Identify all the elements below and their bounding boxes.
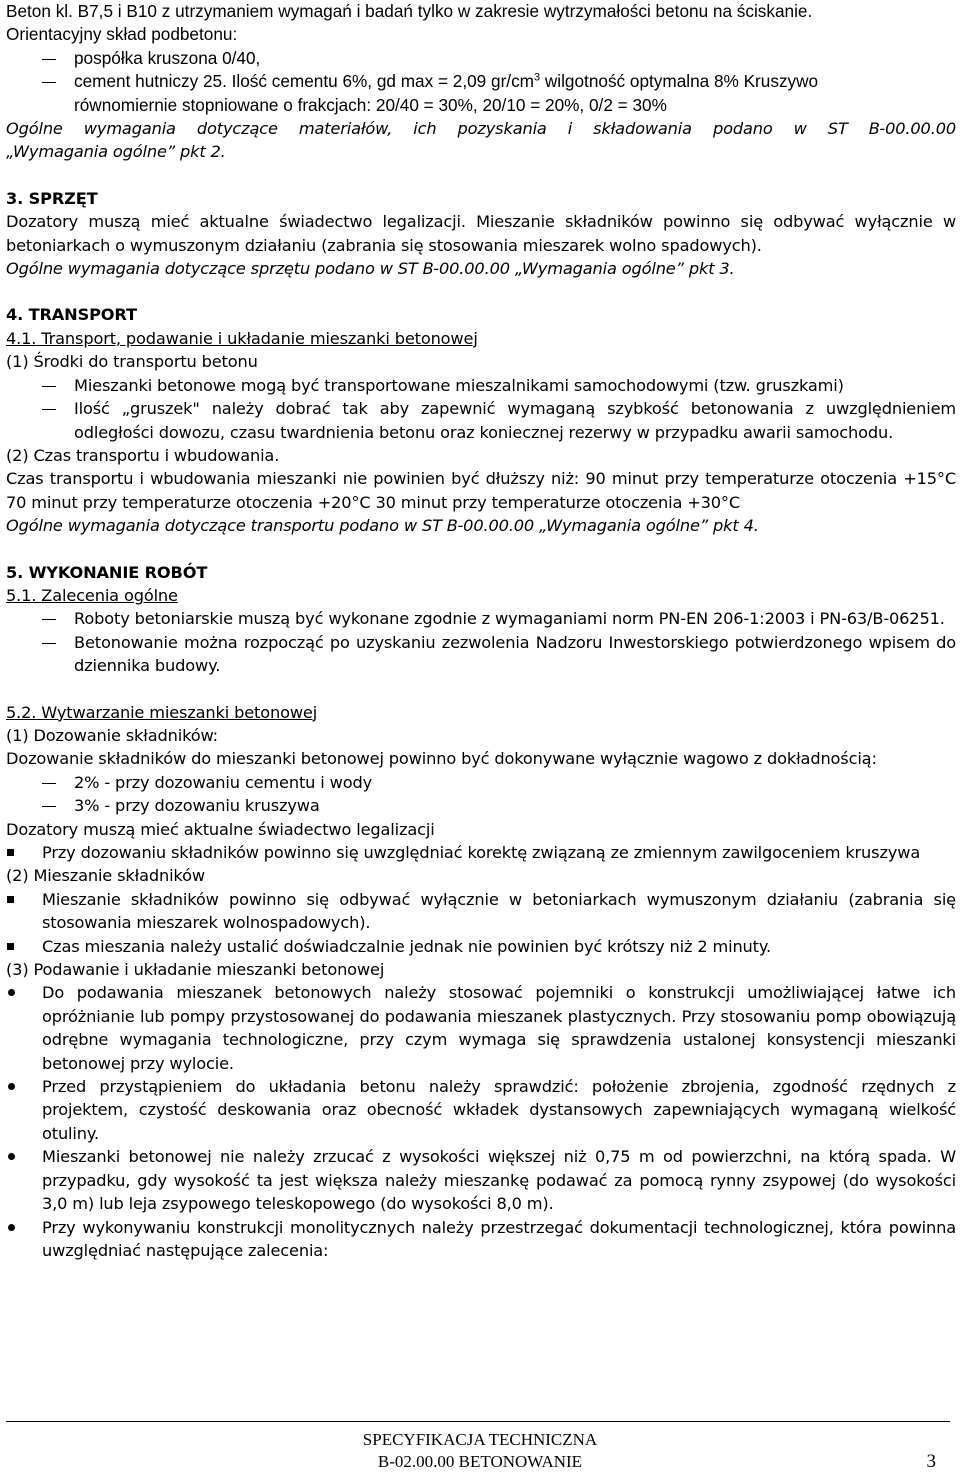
paragraph: (2) Czas transportu i wbudowania.	[6, 445, 280, 465]
subsection-heading	[6, 584, 956, 607]
page-footer	[0, 1418, 960, 1474]
list-item	[6, 935, 956, 958]
dash-bullet-icon	[6, 374, 74, 397]
italic-paragraph: Ogólne wymagania dotyczące materiałów, ich pozyskania i składowania podano w ST B-00.00.00	[6, 119, 956, 139]
list-item-text: Przed przystąpieniem do układania betonu należy sprawdzić: położenie zbrojenia, zgodność rzędnych z projektem, czystość deskowania oraz obecność wkładek dystansowych zapewniających wymaganą wielkość otuliny.	[42, 1077, 956, 1143]
footer-title: SPECYFIKACJA TECHNICZNA	[362, 1430, 598, 1449]
list-item-text: Przy wykonywaniu konstrukcji monolitycznych należy przestrzegać dokumentacji technologicznej, która powinna uwzględniać następujące zalecenia:	[42, 1217, 956, 1260]
paragraph: Dozatory muszą mieć aktualne świadectwo legalizacji. Mieszanie składników powinno się odbywać wyłącznie w betoniarkach o wymuszonym działaniu (zabrania się stosowania mieszarek wolno spadowych).	[6, 212, 956, 255]
list-item	[6, 888, 956, 935]
square-bullet-icon	[6, 935, 42, 958]
list-item	[6, 374, 956, 397]
footer-subtitle: B-02.00.00 BETONOWANIE	[377, 1452, 583, 1471]
list-item	[6, 1145, 956, 1215]
subsection-title: Zalecenia ogólne	[36, 585, 178, 605]
subsection-number: 5.1.	[6, 585, 37, 605]
page-number: 3	[926, 1451, 936, 1472]
list-item-text: 2% - przy dozowaniu cementu i wody	[74, 772, 373, 792]
list-item	[6, 1216, 956, 1263]
paragraph: Czas transportu i wbudowania mieszanki nie powinien być dłuższy niż: 90 minut przy temperaturze otoczenia +15°C 70 minut przy temperaturze otoczenia +20°C 30 minut przy temperaturze otoczenia +30°C	[6, 469, 956, 512]
italic-paragraph: „Wymagania ogólne” pkt 2.	[6, 142, 226, 162]
square-bullet-icon	[6, 841, 42, 864]
list-item-text: Mieszanie składników powinno się odbywać wyłącznie w betoniarkach wymuszonym działaniu (zabrania się stosowania mieszarek wolnospadowych).	[42, 889, 956, 933]
list-item	[6, 397, 956, 444]
paragraph: (2) Mieszanie składników	[6, 866, 205, 886]
round-bullet-icon	[6, 1216, 42, 1239]
dash-bullet-icon	[6, 70, 74, 93]
dash-bullet-icon	[6, 771, 74, 794]
subsection-title: Wytwarzanie mieszanki betonowej	[36, 702, 318, 722]
text-run: wilgotność optymalna 8% Kruszywo	[540, 71, 819, 92]
subsection-number: 4.1.	[6, 328, 37, 348]
text-run: cement hutniczy 25. Ilość cementu 6%, gd max = 2,09 gr/cm	[74, 71, 534, 92]
square-bullet-icon	[6, 888, 42, 911]
list-item	[6, 771, 956, 794]
list-item	[6, 794, 956, 817]
list-item-text: 3% - przy dozowaniu kruszywa	[74, 796, 320, 816]
subsection-heading	[6, 327, 956, 350]
list-item	[6, 981, 956, 1075]
text-run: równomiernie stopniowane o frakcjach: 20/40 = 30%, 20/10 = 20%, 0/2 = 30%	[74, 94, 667, 115]
paragraph: (1) Dozowanie składników:	[6, 725, 218, 745]
list-item-text: Mieszanki betonowe mogą być transportowane mieszalnikami samochodowymi (tzw. gruszkami)	[74, 375, 844, 395]
section-heading: 3. SPRZĘT	[6, 188, 98, 208]
list-item-text: Czas mieszania należy ustalić doświadczalnie jednak nie powinien być krótszy niż 2 minuty.	[42, 936, 771, 956]
subsection-number: 5.2.	[6, 702, 37, 722]
paragraph: Beton kl. B7,5 i B10 z utrzymaniem wymagań i badań tylko w zakresie wytrzymałości betonu na ściskanie.	[6, 1, 813, 21]
list-item-text	[74, 71, 818, 114]
list-item	[6, 1075, 956, 1145]
intro-text	[6, 0, 956, 117]
paragraph: Dozowanie składników do mieszanki betonowej powinno być dokonywane wyłącznie wagowo z dokładnością:	[6, 749, 877, 769]
list-item	[6, 841, 956, 864]
list-item-text: Ilość „gruszek" należy dobrać tak aby zapewnić wymaganą szybkość betonowania z uwzględnieniem odległości dowozu, czasu twardnienia betonu oraz koniecznej rezerwy w przypadku awarii samochodu.	[74, 399, 956, 442]
list-item-text: pospółka kruszona 0/40,	[74, 47, 261, 68]
dash-bullet-icon	[6, 794, 74, 817]
paragraph: Dozatory muszą mieć aktualne świadectwo legalizacji	[6, 819, 435, 839]
subsection-heading	[6, 701, 956, 724]
document-page	[6, 0, 956, 1262]
subsection-title: Transport, podawanie i układanie mieszanki betonowej	[36, 328, 478, 348]
round-bullet-icon	[6, 1145, 42, 1168]
section-heading: 5. WYKONANIE ROBÓT	[6, 562, 208, 582]
round-bullet-icon	[6, 981, 42, 1004]
superscript: 3	[533, 71, 541, 84]
paragraph: (3) Podawanie i układanie mieszanki betonowej	[6, 960, 385, 980]
list-item	[6, 607, 956, 630]
dash-bullet-icon	[6, 631, 74, 654]
dash-bullet-icon	[6, 607, 74, 630]
list-item-text: Roboty betoniarskie muszą być wykonane zgodnie z wymaganiami norm PN-EN 206-1:2003 i PN-63/B-06251.	[74, 609, 945, 629]
round-bullet-icon	[6, 1075, 42, 1098]
list-item-text: Do podawania mieszanek betonowych należy stosować pojemniki o konstrukcji umożliwiającej łatwe ich opróżnianie lub pompy przystosowanej do podawania mieszanek plastycznych. Przy stosowaniu pomp obowiązują odrębne wymagania technologiczne, przy czym wymaga się sprawdzenia ustalonej konsystencji mieszanki betonowej przy wylocie.	[42, 983, 956, 1073]
section-heading: 4. TRANSPORT	[6, 305, 137, 325]
footer-divider	[6, 1421, 950, 1422]
list-item-text: Betonowanie można rozpocząć po uzyskaniu zezwolenia Nadzoru Inwestorskiego potwierdzonego wpisem do dziennika budowy.	[74, 632, 956, 676]
paragraph: (1) Środki do transportu betonu	[6, 352, 258, 372]
list-item	[6, 47, 956, 70]
dash-bullet-icon	[6, 47, 74, 70]
list-item	[6, 70, 956, 117]
paragraph: Orientacyjny skład podbetonu:	[6, 24, 238, 45]
list-item	[6, 631, 956, 678]
list-item-text: Przy dozowaniu składników powinno się uwzględniać korektę związaną ze zmiennym zawilgoceniem kruszywa	[42, 843, 921, 862]
italic-paragraph: Ogólne wymagania dotyczące sprzętu podano w ST B-00.00.00 „Wymagania ogólne” pkt 3.	[6, 259, 735, 279]
list-item-text: Mieszanki betonowej nie należy zrzucać z wysokości większej niż 0,75 m od powierzchni, na którą spada. W przypadku, gdy wysokość ta jest większa należy mieszankę podawać za pomocą rynny zsypowej (do wysokości 3,0 m) lub leja zsypowego teleskopowego (do wysokości 8,0 m).	[42, 1147, 956, 1214]
dash-bullet-icon	[6, 397, 74, 420]
italic-paragraph: Ogólne wymagania dotyczące transportu podano w ST B-00.00.00 „Wymagania ogólne” pkt 4.	[6, 516, 759, 536]
